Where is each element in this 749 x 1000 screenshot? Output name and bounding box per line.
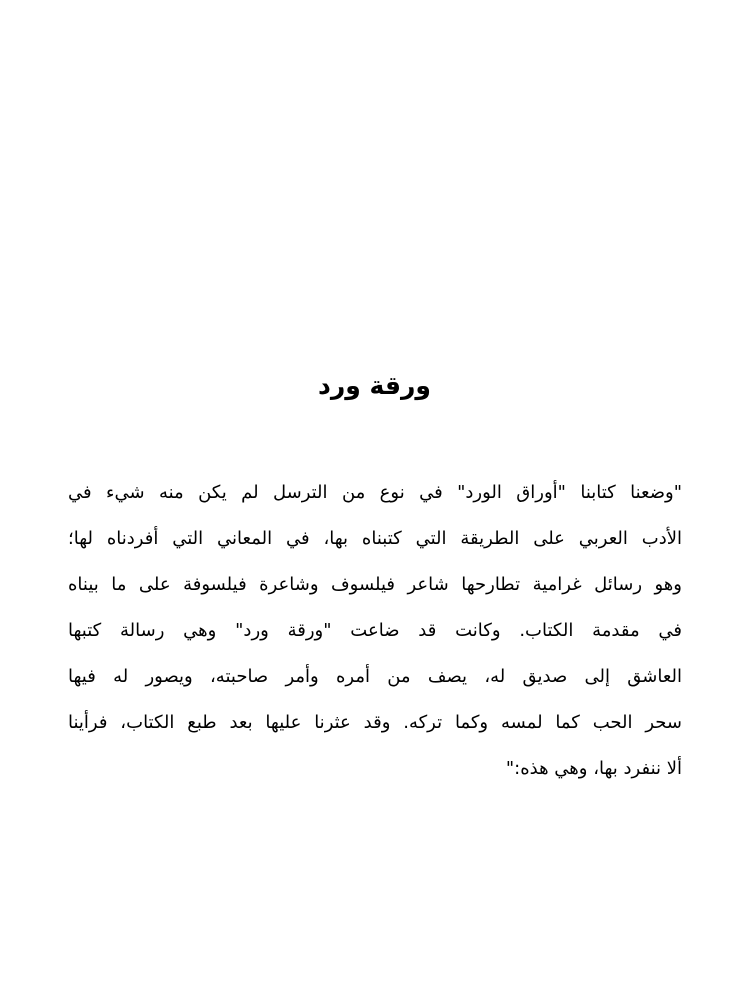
paragraph-line: ألا ننفرد بها، وهي هذه:" (505, 758, 682, 779)
document-title: ورقة ورد (318, 371, 431, 400)
paragraph-line: في مقدمة الكتاب. وكانت قد ضاعت "ورقة ورد" وهي رسالة كتبها (68, 620, 682, 641)
paragraph-line: العاشق إلى صديق له، يصف من أمره وأمر صاحبته، ويصور له فيها (68, 666, 682, 687)
body-paragraph (68, 470, 682, 792)
paragraph-line: "وضعنا كتابنا "أوراق الورد" في نوع من الترسل لم يكن منه شيء في (68, 482, 682, 503)
paragraph-line: وهو رسائل غرامية تطارحها شاعر فيلسوف وشاعرة فيلسوفة على ما بيناه (68, 574, 682, 595)
paragraph-line: الأدب العربي على الطريقة التي كتبناه بها، في المعاني التي أفردناه لها؛ (68, 528, 682, 549)
paragraph-line: سحر الحب كما لمسه وكما تركه. وقد عثرنا عليها بعد طبع الكتاب، فرأينا (68, 712, 682, 733)
